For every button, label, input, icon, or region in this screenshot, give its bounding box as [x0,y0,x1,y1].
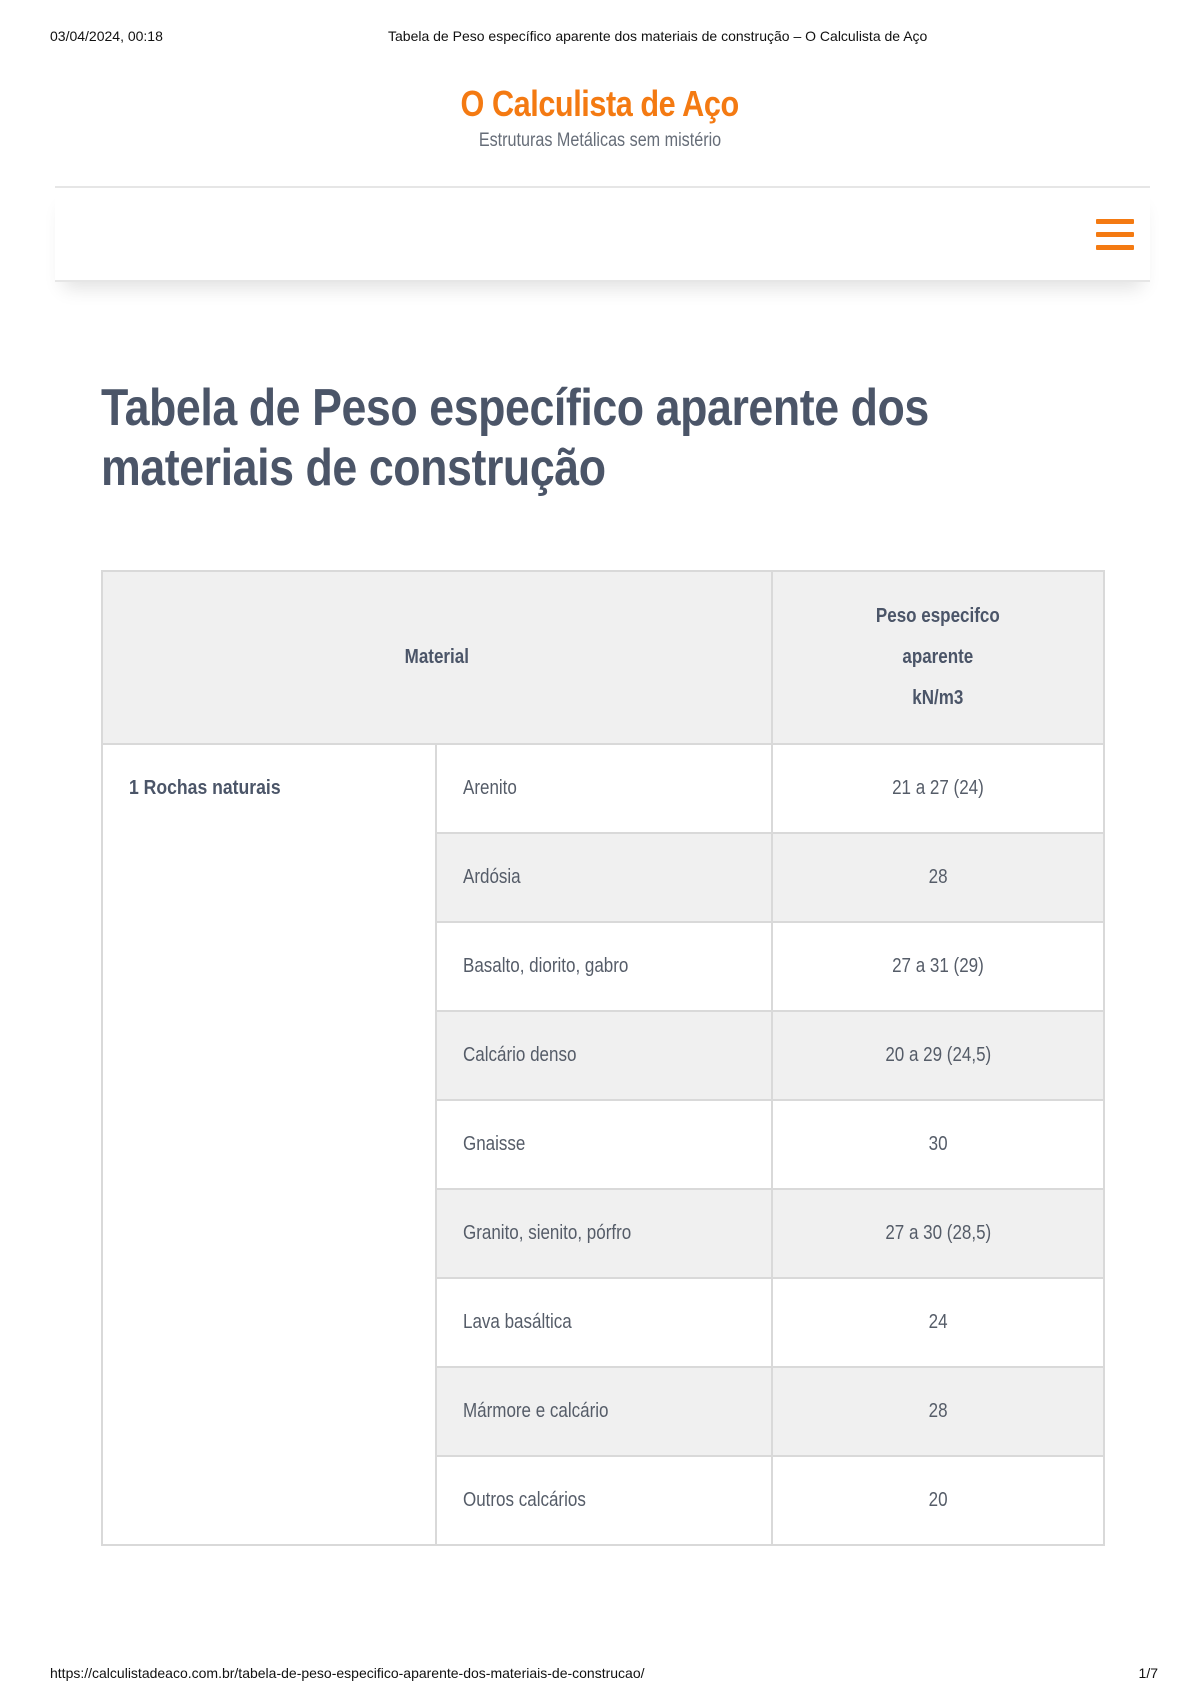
material-cell: Lava basáltica [436,1278,771,1367]
print-document-title: Tabela de Peso específico aparente dos materiais de construção – O Calculista de Aço [388,28,928,44]
material-cell: Calcário denso [436,1011,771,1100]
group-label-cell: 1 Rochas naturais [102,744,436,1545]
header-material: Material [102,571,772,744]
print-datetime: 03/04/2024, 00:18 [50,28,163,44]
page-title: Tabela de Peso específico aparente dos materiais de construção [101,379,929,497]
table-header-row [102,571,1104,744]
value-cell: 21 a 27 (24) [772,744,1104,833]
value-cell: 20 [772,1456,1104,1545]
value-cell: 27 a 30 (28,5) [772,1189,1104,1278]
material-cell: Ardósia [436,833,771,922]
material-cell: Basalto, diorito, gabro [436,922,771,1011]
value-cell: 27 a 31 (29) [772,922,1104,1011]
site-title-link[interactable]: O Calculista de Aço [460,83,740,124]
material-cell: Outros calcários [436,1456,771,1545]
site-header [0,82,1200,154]
hamburger-menu-icon[interactable] [1096,219,1136,251]
value-cell: 28 [772,833,1104,922]
table-row [102,744,1104,833]
value-cell: 20 a 29 (24,5) [772,1011,1104,1100]
print-page-number: 1/7 [1138,1665,1158,1681]
material-cell: Granito, sienito, pórfro [436,1189,771,1278]
materials-table [101,570,1105,1546]
site-tagline: Estruturas Metálicas sem mistério [478,130,722,151]
value-cell: 28 [772,1367,1104,1456]
navigation-bar [55,186,1150,282]
print-header [50,28,1150,48]
material-cell: Mármore e calcário [436,1367,771,1456]
print-footer-url[interactable]: https://calculistadeaco.com.br/tabela-de-peso-especifico-aparente-dos-materiais-de-construcao/ [50,1665,645,1681]
print-footer [50,1665,1158,1685]
header-unit-weight [772,571,1104,744]
material-cell: Gnaisse [436,1100,771,1189]
value-cell: 30 [772,1100,1104,1189]
header-unit-weight-label: Peso especifco aparente kN/m3 [876,605,1000,709]
value-cell: 24 [772,1278,1104,1367]
material-cell: Arenito [436,744,771,833]
